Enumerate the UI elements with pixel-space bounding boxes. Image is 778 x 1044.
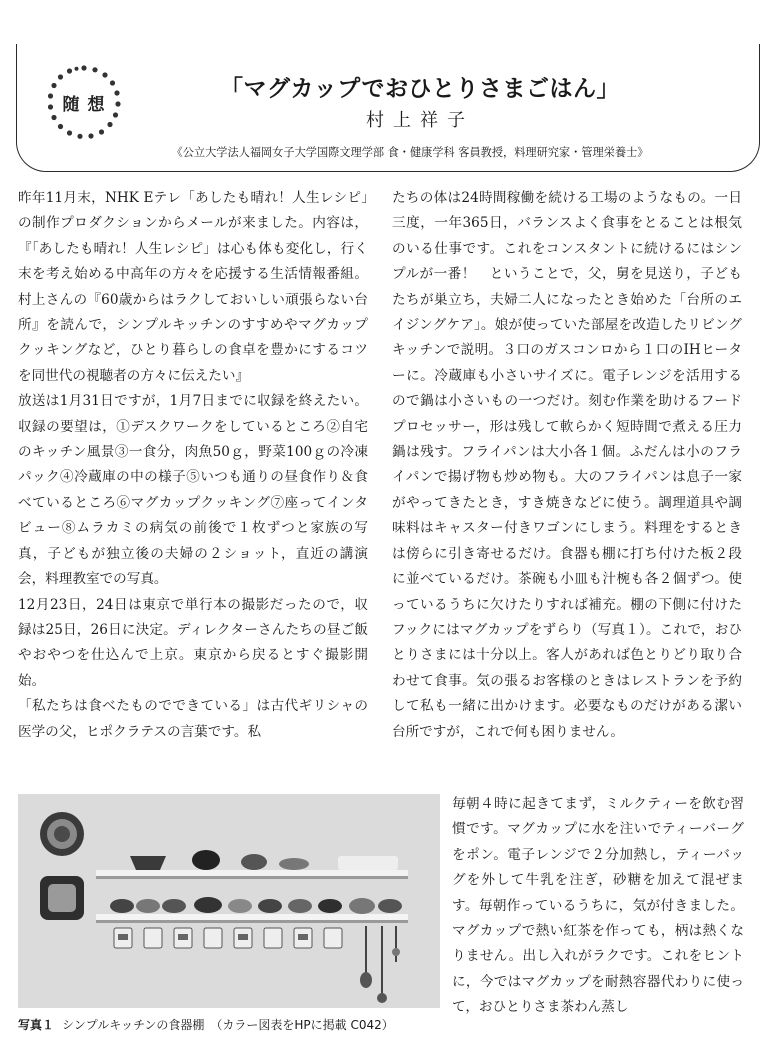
- article-title: 「マグカップでおひとりさまごはん」: [220, 75, 620, 102]
- kitchen-shelf-photo: [18, 794, 440, 1008]
- paragraph: 放送は1月31日ですが，1月7日までに収録を終えたい。収録の要望は，①デスクワークをしているところ②自宅のキッチン風景③一食分，肉魚50ｇ，野菜100ｇの冷凍パック④冷蔵庫の中の様子⑤いつも通りの昼食作り＆食べているところ⑥マグカップクッキング⑦座ってインタビュー⑧ムラカミの病気の前後で１枚ずつと家族の写真，子どもが独立後の夫婦の２ショット，直近の講演会，料理教室での写真。: [18, 393, 368, 588]
- paragraph: 「私たちは食べたものでできている」は古代ギリシャの医学の父，ヒポクラテスの言葉です。私: [18, 698, 368, 740]
- caption-text: シンプルキッチンの食器棚 （カラー図表をHPに掲載 C042）: [62, 1018, 394, 1032]
- photo-caption: [18, 1016, 448, 1033]
- paragraph: 12月23日，24日は東京で単行本の撮影だったので，収録は25日，26日に決定。ディレクターさんたちの昼ご飯やおやつを仕込んで上京。東京から戻るとすぐ撮影開始。: [18, 596, 368, 689]
- caption-label: 写真１: [18, 1018, 55, 1032]
- paragraph: 昨年11月末，NHK Eテレ「あしたも晴れ！人生レシピ」の制作プロダクションからメールが来ました。内容は，『「あしたも晴れ！人生レシピ」は心も体も変化し，行く末を考え始める中高年の方々を応援する生活情報番組。村上さんの『60歳からはラクしておいしい頑張らない台所』を読んで，シンプルキッチンのすすめやマグカップクッキングなど，ひとり暮らしの食卓を豊かにするコツを同世代の視聴者の方々に伝えたい』: [18, 190, 368, 384]
- paragraph: たちの体は24時間稼働を続ける工場のようなもの。一日三度，一年365日，バランスよく食事をとることは根気のいる仕事です。これをコンスタントに続けるにはシンプルが一番！ ということで，父，舅を見送り，子どもたちが巣立ち，夫婦二人になったとき始めた「台所のエイジングケア」。娘が使っていた部屋を改造したリビングキッチンで説明。３口のガスコンロから１口のIHヒーターに。冷蔵庫も小さいサイズに。電子レンジを活用するので鍋は小さいもの一つだけ。刻む作業を助けるフードプロセッサー，形は残して軟らかく短時間で煮える圧力鍋は残す。フライパンは大小各１個。ふだんは小のフライパンで揚げ物も炒め物も。大のフライパンは息子一家がやってきたとき，すき焼きなどに使う。調理道具や調味料はキャスター付きワゴンにしまう。料理をするときは傍らに引き寄せるだけ。食器も棚に打ち付けた板２段に並べているだけ。茶碗も小皿も汁椀も各２個ずつ。使っているうちに欠けたりすれば補充。棚の下側に付けたフックにはマグカップをずらり（写真１）。これで，おひとりさまには十分以上。客人があれば色とりどり取り合わせて食事。気の張るお客様のときはレストランを予約して私も一緒に出かけます。必要なものだけがある潔い台所ですが，これで何も困りません。: [392, 190, 742, 740]
- right-column: [392, 186, 742, 745]
- badge-label: 随 想: [62, 94, 106, 115]
- bottom-right-column: [452, 792, 744, 1021]
- paragraph: 毎朝４時に起きてまず，ミルクティーを飲む習慣です。マグカップに水を注いでティーバーグをポン。電子レンジで２分加熱し，ティーバッグを外して牛乳を注ぎ，砂糖を加えて混ぜます。毎朝作っているうちに，気が付きました。マグカップで熱い紅茶を作っても，柄は熱くなりません。出し入れがラクです。これをヒントに，今ではマグカップを耐熱容器代わりに使って，おひとりさま茶わん蒸し: [452, 796, 744, 1016]
- author-affiliation: 《公立大学法人福岡女子大学国際文理学部 食・健康学科 客員教授，料理研究家・管理栄養士》: [171, 146, 649, 159]
- kitchen-shelf-image: [18, 794, 440, 1008]
- author-name: 村上祥子: [366, 110, 474, 131]
- left-column: [18, 186, 368, 745]
- essay-badge: [44, 62, 124, 142]
